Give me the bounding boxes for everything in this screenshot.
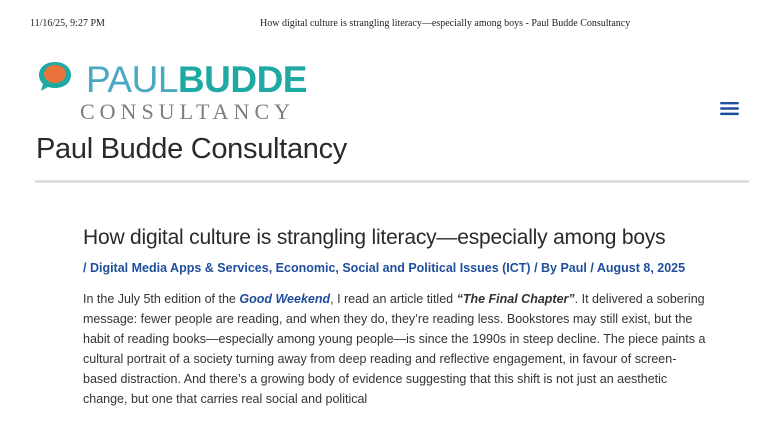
paragraph-text-rest: . It delivered a sobering message: fewer people are reading, and when they do, they’re reading less. Bookstores may still exist, but the habit of reading books—especially among young people—is since the 1990s in steep decline. The piece paints a cultural portrait of a society turning away from deep reading and reflective engagement, in favour of screen-based distraction. And there’s a growing body of evidence suggesting that this shift is not just an aesthetic change, but one that carries real social and political <box>83 292 706 406</box>
author-link[interactable]: Paul <box>560 261 587 275</box>
header-divider <box>35 180 749 183</box>
hamburger-menu-icon <box>720 101 739 116</box>
article-meta <box>83 259 703 277</box>
logo-wordmark <box>86 60 307 100</box>
site-title[interactable]: Paul Budde Consultancy <box>36 133 347 165</box>
article-quote: “The Final Chapter” <box>456 292 575 306</box>
print-date: 11/16/25, 9:27 PM <box>30 18 105 29</box>
menu-button[interactable] <box>717 98 741 118</box>
article <box>83 224 706 409</box>
meta-by: / By <box>530 261 561 275</box>
print-page-title: How digital culture is strangling literacy—especially among boys - Paul Budde Consultancy <box>260 18 631 29</box>
article-title: How digital culture is strangling literacy—especially among boys <box>83 226 666 249</box>
post-date: August 8, 2025 <box>596 261 686 275</box>
logo-word-consultancy: CONSULTANCY <box>80 99 296 124</box>
speech-bubble-logo-icon <box>38 60 72 92</box>
category-links[interactable]: Digital Media Apps & Services, Economic, Social and Political Issues (ICT) <box>89 261 531 275</box>
meta-prefix: / <box>83 261 90 275</box>
logo-word-budde: BUDDE <box>177 59 307 100</box>
logo-word-paul: PAUL <box>86 59 178 100</box>
publication-link[interactable]: Good Weekend <box>239 292 331 306</box>
article-paragraph <box>83 289 707 409</box>
meta-separator: / <box>586 261 597 275</box>
paragraph-text-start: In the July 5th edition of the <box>83 292 240 306</box>
paragraph-text-mid: , I read an article titled <box>330 292 457 306</box>
print-header <box>30 18 754 32</box>
site-logo[interactable] <box>38 58 323 126</box>
